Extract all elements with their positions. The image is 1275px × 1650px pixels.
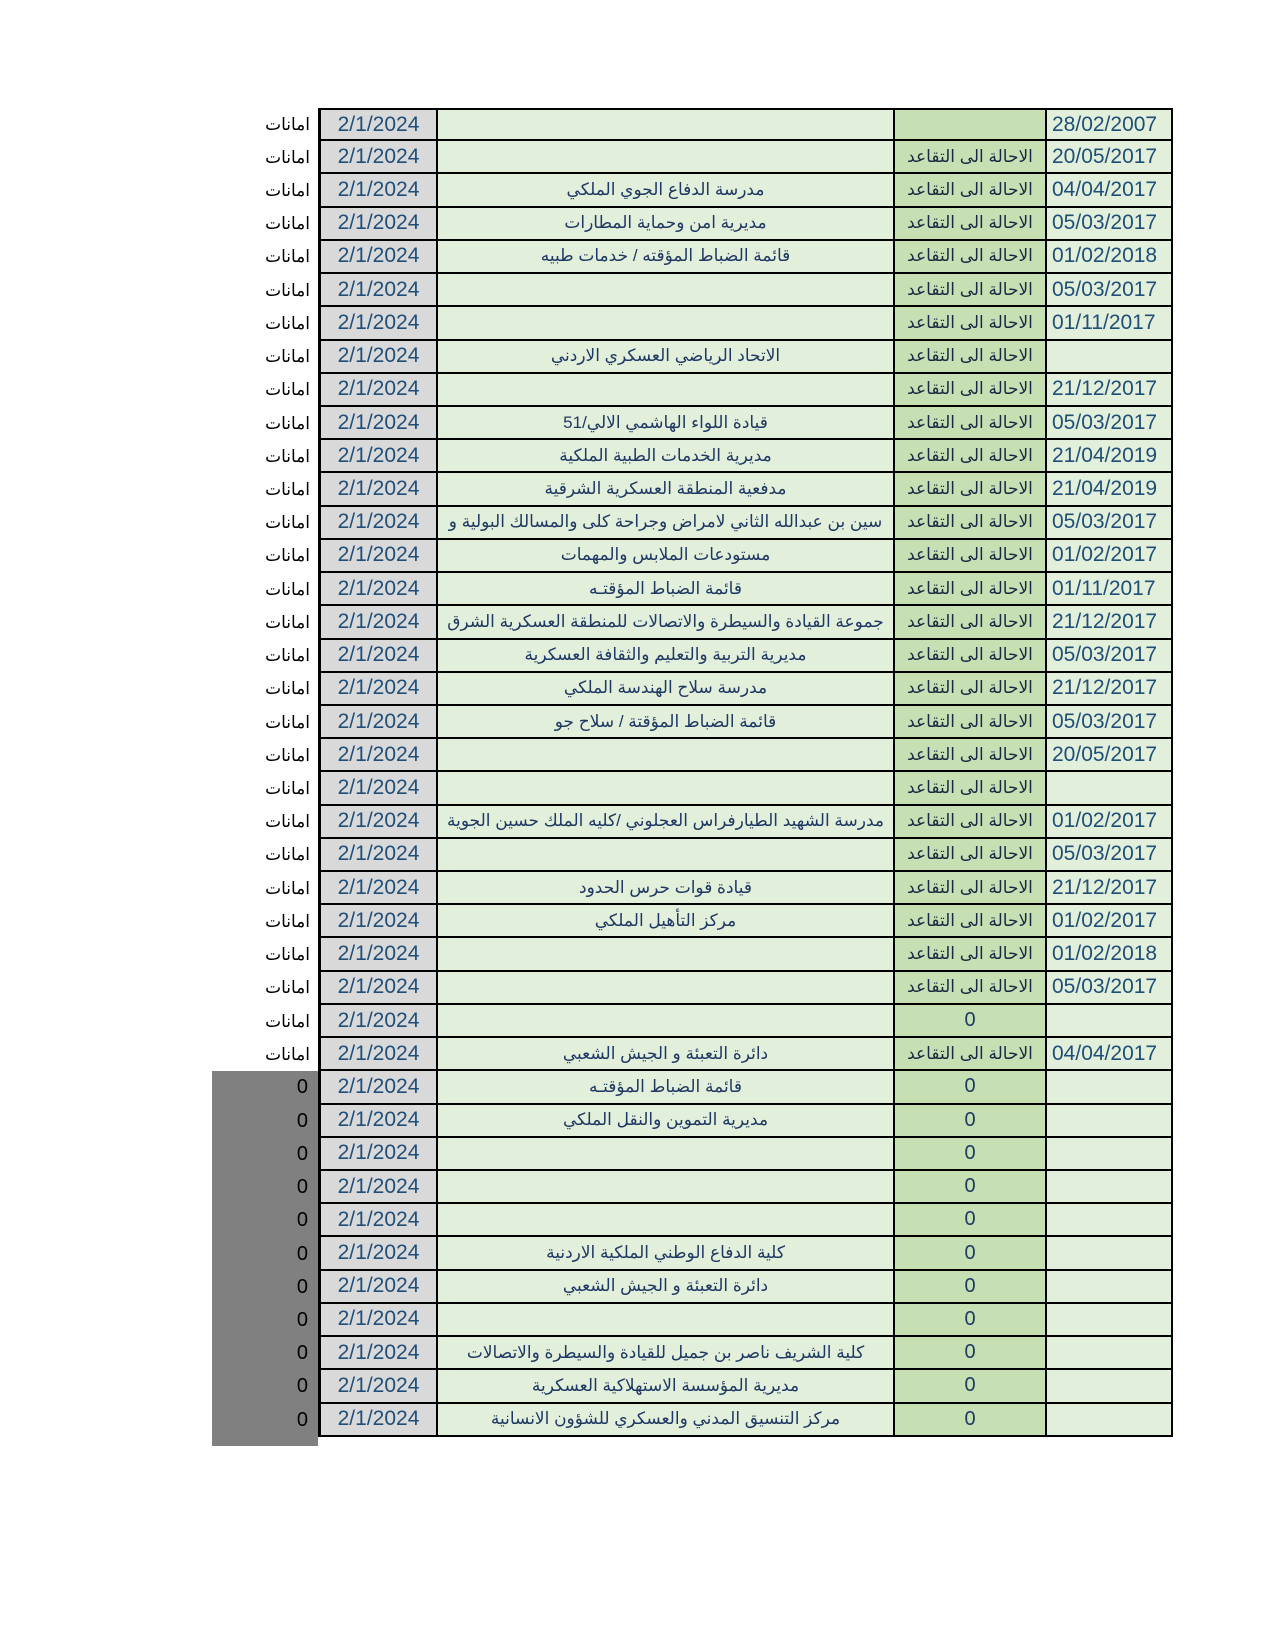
table-row (212, 407, 1175, 440)
transfer-date-cell: 05/03/2017 (1047, 507, 1173, 540)
annotation-cell: امانات (212, 673, 318, 706)
unit-name-cell: قيادة قوات حرس الحدود (438, 872, 895, 905)
unit-name-cell: قائمة الضباط المؤقتة / سلاح جو (438, 706, 895, 739)
status-cell: 0 (895, 1105, 1047, 1138)
table-row (212, 307, 1175, 340)
reg-date-cell: 2/1/2024 (318, 1204, 438, 1237)
transfer-date-cell: 05/03/2017 (1047, 274, 1173, 307)
annotation-cell: امانات (212, 938, 318, 971)
annotation-cell: 0 (212, 1237, 318, 1270)
transfer-date-cell: 20/05/2017 (1047, 739, 1173, 772)
reg-date-cell: 2/1/2024 (318, 573, 438, 606)
transfer-date-cell (1047, 1237, 1173, 1270)
annotation-cell: امانات (212, 440, 318, 473)
reg-date-cell: 2/1/2024 (318, 739, 438, 772)
annotation-cell: امانات (212, 606, 318, 639)
unit-name-cell: قائمة الضباط المؤقتـه (438, 573, 895, 606)
table-row (212, 341, 1175, 374)
unit-name-cell: مدفعية المنطقة العسكرية الشرقية (438, 473, 895, 506)
unit-name-cell: كلية الدفاع الوطني الملكية الاردنية (438, 1237, 895, 1270)
annotation-cell: 0 (212, 1370, 318, 1403)
table-row (212, 573, 1175, 606)
transfer-date-cell (1047, 1105, 1173, 1138)
transfer-date-cell: 21/12/2017 (1047, 606, 1173, 639)
unit-name-cell: سين بن عبدالله الثاني لامراض وجراحة كلى والمسالك البولية و (438, 507, 895, 540)
reg-date-cell: 2/1/2024 (318, 1171, 438, 1204)
transfer-date-cell (1047, 1071, 1173, 1104)
transfer-date-cell: 05/03/2017 (1047, 839, 1173, 872)
transfer-date-cell (1047, 1005, 1173, 1038)
annotation-cell: 0 (212, 1271, 318, 1304)
annotation-cell: امانات (212, 507, 318, 540)
unit-name-cell: مركز التأهيل الملكي (438, 905, 895, 938)
status-cell: 0 (895, 1304, 1047, 1337)
unit-name-cell (438, 972, 895, 1005)
status-cell: 0 (895, 1204, 1047, 1237)
table-row (212, 872, 1175, 905)
annotation-cell: امانات (212, 972, 318, 1005)
transfer-date-cell: 05/03/2017 (1047, 208, 1173, 241)
table-row (212, 507, 1175, 540)
annotation-cell: 0 (212, 1138, 318, 1171)
reg-date-cell: 2/1/2024 (318, 1337, 438, 1370)
status-cell: 0 (895, 1005, 1047, 1038)
status-cell: 0 (895, 1370, 1047, 1403)
unit-name-cell: مديرية التموين والنقل الملكي (438, 1105, 895, 1138)
status-cell: الاحالة الى التقاعد (895, 640, 1047, 673)
unit-name-cell (438, 1138, 895, 1171)
transfer-date-cell: 21/12/2017 (1047, 374, 1173, 407)
table-row (212, 1404, 1175, 1437)
reg-date-cell: 2/1/2024 (318, 208, 438, 241)
status-cell: 0 (895, 1337, 1047, 1370)
annotation-cell: 0 (212, 1304, 318, 1337)
table-row (212, 806, 1175, 839)
unit-name-cell: مديرية المؤسسة الاستهلاكية العسكرية (438, 1370, 895, 1403)
status-cell: الاحالة الى التقاعد (895, 872, 1047, 905)
reg-date-cell: 2/1/2024 (318, 640, 438, 673)
table-row (212, 673, 1175, 706)
transfer-date-cell (1047, 341, 1173, 374)
table-row (212, 1138, 1175, 1171)
transfer-date-cell: 21/04/2019 (1047, 473, 1173, 506)
table-row (212, 141, 1175, 174)
transfer-date-cell: 21/04/2019 (1047, 440, 1173, 473)
annotation-cell: 0 (212, 1204, 318, 1237)
annotation-cell: امانات (212, 141, 318, 174)
table-row (212, 108, 1175, 141)
reg-date-cell: 2/1/2024 (318, 1304, 438, 1337)
annotation-cell: امانات (212, 274, 318, 307)
status-cell: الاحالة الى التقاعد (895, 706, 1047, 739)
transfer-date-cell: 05/03/2017 (1047, 706, 1173, 739)
reg-date-cell: 2/1/2024 (318, 872, 438, 905)
annotation-cell: امانات (212, 1005, 318, 1038)
status-cell: الاحالة الى التقاعد (895, 905, 1047, 938)
table-row (212, 1071, 1175, 1104)
annotation-cell: امانات (212, 341, 318, 374)
transfer-date-cell: 01/02/2018 (1047, 241, 1173, 274)
transfer-date-cell: 04/04/2017 (1047, 174, 1173, 207)
status-cell: الاحالة الى التقاعد (895, 772, 1047, 805)
annotation-cell: امانات (212, 640, 318, 673)
transfer-date-cell (1047, 1271, 1173, 1304)
reg-date-cell: 2/1/2024 (318, 307, 438, 340)
status-cell: الاحالة الى التقاعد (895, 938, 1047, 971)
annotation-cell: امانات (212, 772, 318, 805)
table-row (212, 1005, 1175, 1038)
status-cell: الاحالة الى التقاعد (895, 673, 1047, 706)
units-retirement-table (212, 108, 1175, 1446)
annotation-cell: امانات (212, 208, 318, 241)
reg-date-cell: 2/1/2024 (318, 972, 438, 1005)
reg-date-cell: 2/1/2024 (318, 540, 438, 573)
unit-name-cell: جموعة القيادة والسيطرة والاتصالات للمنطقة العسكرية الشرق (438, 606, 895, 639)
reg-date-cell: 2/1/2024 (318, 507, 438, 540)
reg-date-cell: 2/1/2024 (318, 473, 438, 506)
unit-name-cell: دائرة التعبئة و الجيش الشعبي (438, 1038, 895, 1071)
annotation-cell: امانات (212, 739, 318, 772)
status-cell: الاحالة الى التقاعد (895, 341, 1047, 374)
transfer-date-cell: 28/02/2007 (1047, 108, 1173, 141)
transfer-date-cell: 05/03/2017 (1047, 640, 1173, 673)
annotation-cell: امانات (212, 473, 318, 506)
unit-name-cell (438, 374, 895, 407)
table-row (212, 1038, 1175, 1071)
transfer-date-cell: 05/03/2017 (1047, 407, 1173, 440)
status-cell: الاحالة الى التقاعد (895, 507, 1047, 540)
status-cell: الاحالة الى التقاعد (895, 839, 1047, 872)
table-row (212, 1237, 1175, 1270)
table-row (212, 374, 1175, 407)
reg-date-cell: 2/1/2024 (318, 341, 438, 374)
status-cell: الاحالة الى التقاعد (895, 307, 1047, 340)
reg-date-cell: 2/1/2024 (318, 141, 438, 174)
annotation-cell: امانات (212, 374, 318, 407)
reg-date-cell: 2/1/2024 (318, 1005, 438, 1038)
status-cell: 0 (895, 1237, 1047, 1270)
table-row (212, 1171, 1175, 1204)
table-row (212, 274, 1175, 307)
reg-date-cell: 2/1/2024 (318, 108, 438, 141)
annotation-cell: امانات (212, 839, 318, 872)
unit-name-cell: قائمة الضباط المؤقته / خدمات طبيه (438, 241, 895, 274)
table-row (212, 772, 1175, 805)
reg-date-cell: 2/1/2024 (318, 839, 438, 872)
status-cell: الاحالة الى التقاعد (895, 739, 1047, 772)
table-row (212, 839, 1175, 872)
reg-date-cell: 2/1/2024 (318, 241, 438, 274)
transfer-date-cell (1047, 1337, 1173, 1370)
reg-date-cell: 2/1/2024 (318, 706, 438, 739)
transfer-date-cell: 01/11/2017 (1047, 307, 1173, 340)
table-row (212, 905, 1175, 938)
status-cell: 0 (895, 1271, 1047, 1304)
status-cell: الاحالة الى التقاعد (895, 374, 1047, 407)
status-cell: الاحالة الى التقاعد (895, 606, 1047, 639)
transfer-date-cell (1047, 1204, 1173, 1237)
table-row (212, 1105, 1175, 1138)
unit-name-cell (438, 1304, 895, 1337)
status-cell: الاحالة الى التقاعد (895, 141, 1047, 174)
table-row (212, 1271, 1175, 1304)
table-row (212, 706, 1175, 739)
table-row (212, 540, 1175, 573)
status-cell: الاحالة الى التقاعد (895, 440, 1047, 473)
reg-date-cell: 2/1/2024 (318, 174, 438, 207)
status-cell: الاحالة الى التقاعد (895, 241, 1047, 274)
unit-name-cell: الاتحاد الرياضي العسكري الاردني (438, 341, 895, 374)
table-row (212, 972, 1175, 1005)
unit-name-cell: مركز التنسيق المدني والعسكري للشؤون الانسانية (438, 1404, 895, 1437)
transfer-date-cell: 21/12/2017 (1047, 673, 1173, 706)
status-cell: الاحالة الى التقاعد (895, 274, 1047, 307)
unit-name-cell: مستودعات الملابس والمهمات (438, 540, 895, 573)
transfer-date-cell: 05/03/2017 (1047, 972, 1173, 1005)
reg-date-cell: 2/1/2024 (318, 1038, 438, 1071)
reg-date-cell: 2/1/2024 (318, 274, 438, 307)
reg-date-cell: 2/1/2024 (318, 1271, 438, 1304)
annotation-cell: 0 (212, 1171, 318, 1204)
unit-name-cell (438, 938, 895, 971)
transfer-date-cell (1047, 1404, 1173, 1437)
annotation-cell: امانات (212, 174, 318, 207)
unit-name-cell (438, 772, 895, 805)
transfer-date-cell (1047, 1370, 1173, 1403)
reg-date-cell: 2/1/2024 (318, 1138, 438, 1171)
annotation-cell: 0 (212, 1337, 318, 1370)
status-cell: الاحالة الى التقاعد (895, 174, 1047, 207)
annotation-cell: امانات (212, 573, 318, 606)
unit-name-cell (438, 1005, 895, 1038)
reg-date-cell: 2/1/2024 (318, 1071, 438, 1104)
annotation-cell: امانات (212, 540, 318, 573)
reg-date-cell: 2/1/2024 (318, 1370, 438, 1403)
transfer-date-cell: 21/12/2017 (1047, 872, 1173, 905)
unit-name-cell (438, 307, 895, 340)
status-cell: 0 (895, 1171, 1047, 1204)
status-cell: الاحالة الى التقاعد (895, 208, 1047, 241)
table-body (212, 108, 1175, 1437)
table-row (212, 1337, 1175, 1370)
table-row (212, 1370, 1175, 1403)
transfer-date-cell: 01/02/2017 (1047, 806, 1173, 839)
status-cell: الاحالة الى التقاعد (895, 806, 1047, 839)
gray-block-tail (212, 1437, 318, 1446)
transfer-date-cell (1047, 772, 1173, 805)
unit-name-cell: مديرية التربية والتعليم والثقافة العسكرية (438, 640, 895, 673)
reg-date-cell: 2/1/2024 (318, 374, 438, 407)
status-cell: الاحالة الى التقاعد (895, 473, 1047, 506)
annotation-cell: امانات (212, 806, 318, 839)
table-row (212, 174, 1175, 207)
table-row (212, 208, 1175, 241)
unit-name-cell (438, 739, 895, 772)
transfer-date-cell: 01/11/2017 (1047, 573, 1173, 606)
transfer-date-cell: 04/04/2017 (1047, 1038, 1173, 1071)
table-row (212, 606, 1175, 639)
table-row (212, 938, 1175, 971)
annotation-cell: 0 (212, 1404, 318, 1437)
status-cell: الاحالة الى التقاعد (895, 972, 1047, 1005)
reg-date-cell: 2/1/2024 (318, 407, 438, 440)
unit-name-cell (438, 274, 895, 307)
status-cell: الاحالة الى التقاعد (895, 573, 1047, 606)
annotation-cell: امانات (212, 407, 318, 440)
reg-date-cell: 2/1/2024 (318, 1404, 438, 1437)
unit-name-cell: مدرسة سلاح الهندسة الملكي (438, 673, 895, 706)
transfer-date-cell: 01/02/2017 (1047, 905, 1173, 938)
unit-name-cell (438, 141, 895, 174)
unit-name-cell (438, 1204, 895, 1237)
reg-date-cell: 2/1/2024 (318, 1105, 438, 1138)
reg-date-cell: 2/1/2024 (318, 440, 438, 473)
unit-name-cell: مدرسة الدفاع الجوي الملكي (438, 174, 895, 207)
table-row (212, 1304, 1175, 1337)
unit-name-cell: قيادة اللواء الهاشمي الالي/51 (438, 407, 895, 440)
unit-name-cell: مدرسة الشهيد الطيارفراس العجلوني /كليه الملك حسين الجوية (438, 806, 895, 839)
annotation-cell: امانات (212, 872, 318, 905)
reg-date-cell: 2/1/2024 (318, 905, 438, 938)
transfer-date-cell (1047, 1138, 1173, 1171)
status-cell: الاحالة الى التقاعد (895, 540, 1047, 573)
reg-date-cell: 2/1/2024 (318, 606, 438, 639)
table-row (212, 640, 1175, 673)
annotation-cell: امانات (212, 706, 318, 739)
table-row (212, 739, 1175, 772)
status-cell (895, 108, 1047, 141)
unit-name-cell: مديرية امن وحماية المطارات (438, 208, 895, 241)
table-row (212, 440, 1175, 473)
table-row (212, 241, 1175, 274)
transfer-date-cell: 01/02/2017 (1047, 540, 1173, 573)
annotation-cell: امانات (212, 307, 318, 340)
table-row (212, 1204, 1175, 1237)
annotation-cell: امانات (212, 1038, 318, 1071)
unit-name-cell: دائرة التعبئة و الجيش الشعبي (438, 1271, 895, 1304)
status-cell: 0 (895, 1138, 1047, 1171)
reg-date-cell: 2/1/2024 (318, 673, 438, 706)
annotation-cell: امانات (212, 905, 318, 938)
unit-name-cell (438, 108, 895, 141)
table-row (212, 473, 1175, 506)
annotation-cell: 0 (212, 1105, 318, 1138)
transfer-date-cell (1047, 1304, 1173, 1337)
status-cell: الاحالة الى التقاعد (895, 407, 1047, 440)
annotation-cell: امانات (212, 108, 318, 141)
reg-date-cell: 2/1/2024 (318, 938, 438, 971)
annotation-cell: 0 (212, 1071, 318, 1104)
unit-name-cell (438, 839, 895, 872)
transfer-date-cell: 01/02/2018 (1047, 938, 1173, 971)
unit-name-cell (438, 1171, 895, 1204)
reg-date-cell: 2/1/2024 (318, 1237, 438, 1270)
unit-name-cell: مديرية الخدمات الطبية الملكية (438, 440, 895, 473)
unit-name-cell: كلية الشريف ناصر بن جميل للقيادة والسيطرة والاتصالات (438, 1337, 895, 1370)
unit-name-cell: قائمة الضباط المؤقتـه (438, 1071, 895, 1104)
annotation-cell: امانات (212, 241, 318, 274)
status-cell: الاحالة الى التقاعد (895, 1038, 1047, 1071)
reg-date-cell: 2/1/2024 (318, 772, 438, 805)
status-cell: 0 (895, 1404, 1047, 1437)
status-cell: 0 (895, 1071, 1047, 1104)
transfer-date-cell: 20/05/2017 (1047, 141, 1173, 174)
transfer-date-cell (1047, 1171, 1173, 1204)
reg-date-cell: 2/1/2024 (318, 806, 438, 839)
